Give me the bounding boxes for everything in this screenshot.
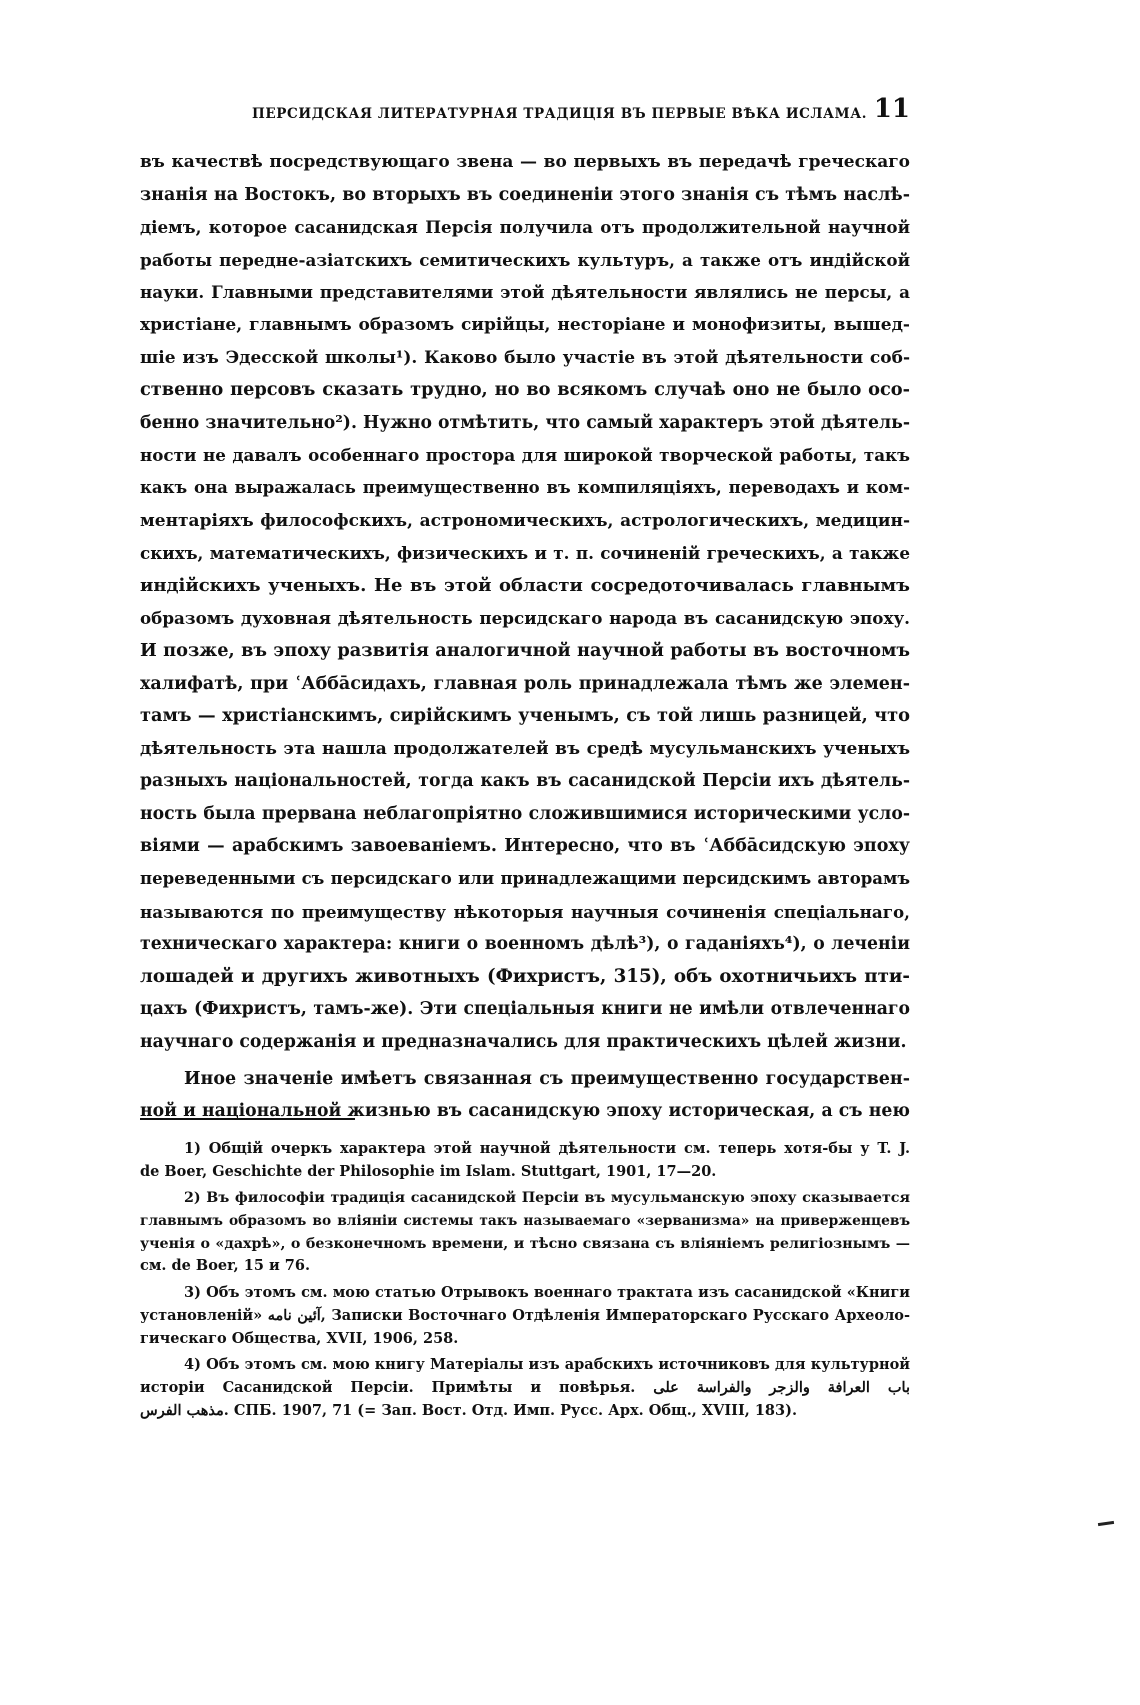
- margin-mark: [1098, 1521, 1114, 1526]
- text-line: Иное значеніе имѣетъ связанная съ преимущественно государствен-: [184, 1068, 910, 1089]
- text-line: шіе изъ Эдесской школы¹). Каково было участіе въ этой дѣятельности соб-: [140, 347, 910, 368]
- paragraph: [140, 146, 910, 1059]
- text-line: въ качествѣ посредствующаго звена — во первыхъ въ передачѣ греческаго: [140, 152, 910, 172]
- footnote: [140, 1354, 910, 1422]
- page-number: 11: [873, 94, 910, 124]
- footnote: [140, 1187, 910, 1278]
- footnote-line: главнымъ образомъ во вліяніи системы такъ называемаго «зерванизма» на приверженцевъ: [140, 1213, 910, 1230]
- text-line: лошадей и другихъ животныхъ (Фихристъ, 315), объ охотничьихъ пти-: [140, 965, 910, 987]
- page-header: [140, 92, 910, 132]
- text-line: ной и національной жизнью въ сасанидскую эпоху историческая, а съ нею: [140, 1101, 910, 1122]
- footnote-line: مذهب الفرس. СПБ. 1907, 71 (= Зап. Вост. Отд. Имп. Русс. Арх. Общ., XVIII, 183).: [140, 1401, 798, 1419]
- footnote-line: de Boer, Geschichte der Philosophie im Islam. Stuttgart, 1901, 17—20.: [140, 1162, 717, 1180]
- footnote-line: исторіи Сасанидской Персіи. Примѣты и повѣрья. باب العرافة والزجر والفراسة على: [140, 1378, 910, 1396]
- footnote: [140, 1282, 910, 1350]
- running-head: ПЕРСИДСКАЯ ЛИТЕРАТУРНАЯ ТРАДИЦІЯ ВЪ ПЕРВЫЕ ВѢКА ИСЛАМА.: [252, 106, 868, 122]
- text-line: научнаго содержанія и предназначались для практическихъ цѣлей жизни.: [140, 1032, 907, 1053]
- text-line: цахъ (Фихристъ, тамъ-же). Эти спеціальныя книги не имѣли отвлеченнаго: [140, 999, 910, 1020]
- text-line: называются по преимуществу нѣкоторыя научныя сочиненія спеціальнаго,: [140, 901, 910, 922]
- text-line: христіане, главнымъ образомъ сирійцы, несторіане и монофизиты, вышед-: [140, 314, 910, 335]
- text-line: знанія на Востокъ, во вторыхъ въ соединеніи этого знанія съ тѣмъ наслѣ-: [140, 184, 910, 205]
- text-line: діемъ, которое сасанидская Персія получила отъ продолжительной научной: [140, 217, 910, 238]
- footnote-line: 2) Въ философіи традиція сасанидской Персіи въ мусульманскую эпоху сказывается: [184, 1190, 910, 1207]
- text-line: работы передне-азіатскихъ семитическихъ культуръ, а также отъ индійской: [140, 249, 910, 270]
- text-line: науки. Главными представителями этой дѣятельности являлись не персы, а: [140, 282, 910, 303]
- text-line: ности не давалъ особеннаго простора для широкой творческой работы, такъ: [140, 445, 910, 466]
- text-line: ственно персовъ сказать трудно, но во всякомъ случаѣ оно не было осо-: [140, 379, 910, 401]
- footnote-line: 1) Общій очеркъ характера этой научной дѣятельности см. теперь хотя-бы у T. J.: [184, 1140, 910, 1157]
- text-line: бенно значительно²). Нужно отмѣтить, что самый характеръ этой дѣятель-: [140, 412, 910, 433]
- text-line: ность была прервана неблагопріятно сложившимися историческими усло-: [140, 803, 910, 824]
- text-line: индійскихъ ученыхъ. Не въ этой области сосредоточивалась главнымъ: [140, 574, 910, 596]
- footnote-line: 3) Объ этомъ см. мою статью Отрывокъ военнаго трактата изъ сасанидской «Книги: [184, 1284, 910, 1302]
- text-line: скихъ, математическихъ, физическихъ и т. п. сочиненій греческихъ, а также: [140, 543, 910, 564]
- footnote-separator: [140, 1118, 355, 1120]
- text-line: какъ она выражалась преимущественно въ компиляціяхъ, переводахъ и ком-: [140, 477, 910, 497]
- text-line: техническаго характера: книги о военномъ дѣлѣ³), о гаданіяхъ⁴), о леченіи: [140, 934, 910, 955]
- text-line: ментаріяхъ философскихъ, астрономическихъ, астрологическихъ, медицин-: [140, 510, 910, 531]
- text-line: дѣятельность эта нашла продолжателей въ средѣ мусульманскихъ ученыхъ: [140, 738, 910, 759]
- footnote-line: ученія о «дахрѣ», о безконечномъ времени, и тѣсно связана съ вліяніемъ религіознымъ —: [140, 1235, 910, 1252]
- footnote: [140, 1138, 910, 1183]
- text-line: віями — арабскимъ завоеваніемъ. Интересно, что въ ʿАббāсидскую эпоху: [140, 836, 910, 857]
- footnote-line: см. de Boer, 15 и 76.: [140, 1257, 311, 1275]
- footnotes: [140, 1138, 910, 1426]
- main-text: [140, 146, 910, 1128]
- text-line: образомъ духовная дѣятельность персидскаго народа въ сасанидскую эпоху.: [140, 608, 910, 629]
- text-line: халифатѣ, при ʿАббāсидахъ, главная роль принадлежала тѣмъ же элемен-: [140, 673, 910, 694]
- footnote-line: гическаго Общества, XVII, 1906, 258.: [140, 1329, 459, 1347]
- footnote-line: установленій» آئين نامه, Записки Восточнаго Отдѣленія Императорскаго Русскаго Археоло-: [140, 1306, 910, 1324]
- text-line: тамъ — христіанскимъ, сирійскимъ ученымъ, съ той лишь разницей, что: [140, 705, 910, 727]
- footnote-line: 4) Объ этомъ см. мою книгу Матеріалы изъ арабскихъ источниковъ для культурной: [184, 1356, 910, 1374]
- text-line: разныхъ національностей, тогда какъ въ сасанидской Персіи ихъ дѣятель-: [140, 771, 910, 792]
- text-line: И позже, въ эпоху развитія аналогичной научной работы въ восточномъ: [140, 639, 910, 661]
- text-line: переведенными съ персидскаго или принадлежащими персидскимъ авторамъ: [140, 869, 910, 889]
